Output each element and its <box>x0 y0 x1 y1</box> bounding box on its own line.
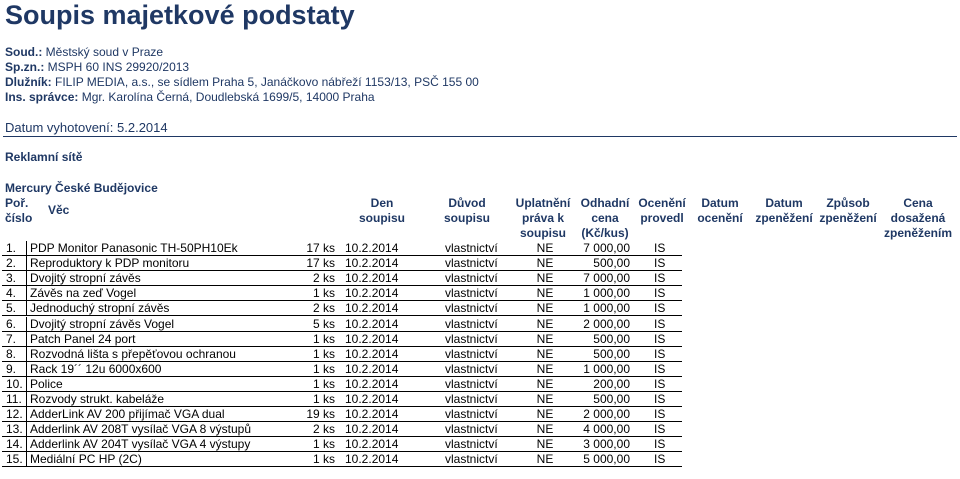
header-ocen-text-1: Ocenění <box>638 196 686 210</box>
table-row <box>2 241 957 256</box>
creation-date-label: Datum vyhotovení: <box>5 120 114 135</box>
header-por-text: Poř. <box>5 196 29 210</box>
row-valuer: IS <box>654 452 666 467</box>
header-odh-text-1: Odhadní <box>580 196 630 210</box>
administrator-line <box>5 90 375 104</box>
row-number: 2. <box>6 256 17 271</box>
row-quantity: 1 ks <box>312 346 335 361</box>
row-price: 500,00 <box>593 392 630 406</box>
row-quantity: 1 ks <box>312 361 335 376</box>
row-item: Police <box>30 376 63 391</box>
row-reason: vlastnictví <box>445 376 498 391</box>
header-zp-text-1: Způsob <box>826 196 870 210</box>
row-claim: NE <box>536 346 554 361</box>
table-row <box>2 437 957 452</box>
row-item: Rozvodná lišta s přepěťovou ochranou <box>30 346 236 361</box>
header-zp-text-2: zpeněžení <box>819 211 877 225</box>
row-quantity: 1 ks <box>312 286 335 301</box>
row-claim: NE <box>536 407 554 422</box>
court-line <box>5 45 163 59</box>
row-item: Rozvody strukt. kabeláže <box>30 392 165 406</box>
header-cena-text-3: zpeněžením <box>883 226 952 240</box>
row-reason: vlastnictví <box>445 392 498 406</box>
row-price: 200,00 <box>593 376 630 391</box>
row-divider <box>26 362 27 377</box>
row-price: 4 000,00 <box>583 422 630 437</box>
table-row <box>2 362 957 377</box>
header-dat-text-1: Datum <box>701 196 739 210</box>
row-item: PDP Monitor Panasonic TH-50PH10Ek <box>30 241 238 255</box>
row-item: AdderLink AV 200 přijímač VGA dual <box>30 407 225 422</box>
row-quantity: 5 ks <box>312 316 335 331</box>
row-item: Rack 19´´ 12u 6000x600 <box>30 361 162 376</box>
row-quantity: 17 ks <box>306 256 335 271</box>
debtor-line <box>5 75 479 89</box>
header-datz-text-2: zpeněžení <box>755 211 813 225</box>
row-number: 1. <box>6 241 17 255</box>
row-reason: vlastnictví <box>445 286 498 301</box>
row-number: 3. <box>6 271 17 286</box>
header-duvod-text-2: soupisu <box>443 211 490 225</box>
row-number: 13. <box>6 422 23 437</box>
row-date: 10.2.2014 <box>345 331 399 346</box>
header-dat-text-2: ocenění <box>697 211 743 225</box>
row-valuer: IS <box>654 437 666 452</box>
header-ocen-text-2: provedl <box>640 211 684 225</box>
header-oceneni <box>631 196 693 226</box>
row-divider <box>26 377 27 392</box>
header-odh-text-2: cena <box>591 211 619 225</box>
row-number: 10. <box>6 376 23 391</box>
table-row <box>2 392 957 407</box>
case-number-line <box>5 60 189 74</box>
row-quantity: 1 ks <box>312 437 335 452</box>
table-row <box>2 377 957 392</box>
creation-date-line <box>5 120 168 135</box>
row-reason: vlastnictví <box>445 331 498 346</box>
row-date: 10.2.2014 <box>345 437 399 452</box>
row-number: 12. <box>6 407 23 422</box>
row-price: 500,00 <box>593 346 630 361</box>
row-item: Patch Panel 24 port <box>30 331 136 346</box>
row-item: Dvojitý stropní závěs <box>30 271 141 286</box>
row-number: 8. <box>6 346 17 361</box>
row-reason: vlastnictví <box>445 452 498 467</box>
row-claim: NE <box>536 316 554 331</box>
row-number: 14. <box>6 437 23 452</box>
debtor-value: FILIP MEDIA, a.s., se sídlem Praha 5, Janáčkovo nábřeží 1153/13, PSČ 155 00 <box>55 75 479 89</box>
row-quantity: 19 ks <box>306 407 335 422</box>
row-item: Závěs na zeď Vogel <box>30 286 137 301</box>
row-date: 10.2.2014 <box>345 271 399 286</box>
row-item: Mediální PC HP (2C) <box>30 452 142 467</box>
row-quantity: 1 ks <box>312 376 335 391</box>
row-valuer: IS <box>654 316 666 331</box>
row-valuer: IS <box>654 271 666 286</box>
row-reason: vlastnictví <box>445 271 498 286</box>
row-divider <box>26 347 27 362</box>
table-row <box>2 332 957 347</box>
row-price: 3 000,00 <box>583 437 630 452</box>
row-valuer: IS <box>654 301 666 316</box>
header-upl-text-2: práva k <box>521 211 565 225</box>
row-divider <box>26 271 27 286</box>
row-underline <box>2 466 682 467</box>
header-zpusob-zpenezeni <box>816 196 880 226</box>
row-quantity: 17 ks <box>306 241 335 255</box>
row-claim: NE <box>536 392 554 406</box>
row-divider <box>26 422 27 437</box>
row-date: 10.2.2014 <box>345 361 399 376</box>
table-row <box>2 407 957 422</box>
header-duvod-text-1: Důvod <box>448 196 486 210</box>
table-row <box>2 256 957 271</box>
row-claim: NE <box>536 286 554 301</box>
header-odhadni-cena <box>575 196 635 241</box>
row-claim: NE <box>536 376 554 391</box>
row-valuer: IS <box>654 392 666 406</box>
row-reason: vlastnictví <box>445 407 498 422</box>
table-row <box>2 422 957 437</box>
row-price: 1 000,00 <box>583 361 630 376</box>
row-valuer: IS <box>654 422 666 437</box>
row-claim: NE <box>536 271 554 286</box>
row-claim: NE <box>536 361 554 376</box>
row-item: Dvojitý stropní závěs Vogel <box>30 316 175 331</box>
row-reason: vlastnictví <box>445 346 498 361</box>
row-claim: NE <box>536 452 554 467</box>
table-row <box>2 452 957 467</box>
debtor-label: Dlužník: <box>5 75 52 89</box>
row-date: 10.2.2014 <box>345 392 399 406</box>
row-valuer: IS <box>654 331 666 346</box>
row-number: 15. <box>6 452 23 467</box>
row-divider <box>26 452 27 467</box>
section-title: Reklamní sítě <box>5 150 83 164</box>
row-reason: vlastnictví <box>445 316 498 331</box>
row-price: 500,00 <box>593 331 630 346</box>
row-divider <box>26 286 27 301</box>
row-item: Jednoduchý stropní závěs <box>30 301 170 316</box>
header-cena-text-2: dosažená <box>890 211 946 225</box>
row-price: 1 000,00 <box>583 301 630 316</box>
table-row <box>2 271 957 286</box>
row-divider <box>26 301 27 316</box>
case-number-value: MSPH 60 INS 29920/2013 <box>47 60 190 74</box>
row-item: Adderlink AV 204T vysílač VGA 4 výstupy <box>30 437 251 452</box>
location-title: Mercury České Budějovice <box>5 181 158 195</box>
row-divider <box>26 256 27 271</box>
case-number-label: Sp.zn.: <box>5 60 45 74</box>
row-claim: NE <box>536 301 554 316</box>
row-item: Adderlink AV 208T vysílač VGA 8 výstupů <box>30 422 252 437</box>
row-price: 2 000,00 <box>583 407 630 422</box>
header-den-text-1: Den <box>370 196 394 210</box>
table-row <box>2 347 957 362</box>
row-claim: NE <box>536 437 554 452</box>
row-divider <box>26 392 27 407</box>
header-datz-text-1: Datum <box>765 196 803 210</box>
table-row <box>2 301 957 316</box>
row-valuer: IS <box>654 346 666 361</box>
administrator-label: Ins. správce: <box>5 90 79 104</box>
row-date: 10.2.2014 <box>345 407 399 422</box>
row-divider <box>26 332 27 347</box>
header-cena-text-1: Cena <box>903 196 933 210</box>
header-datum-zpenezeni <box>752 196 816 226</box>
row-quantity: 1 ks <box>312 392 335 406</box>
header-den <box>352 196 412 226</box>
row-valuer: IS <box>654 286 666 301</box>
row-price: 500,00 <box>593 256 630 271</box>
header-upl-text-1: Uplatnění <box>515 196 571 210</box>
row-claim: NE <box>536 241 554 255</box>
row-date: 10.2.2014 <box>345 346 399 361</box>
court-value: Městský soud v Praze <box>45 45 164 59</box>
row-valuer: IS <box>654 407 666 422</box>
header-vec: Věc <box>48 203 70 217</box>
row-reason: vlastnictví <box>445 301 498 316</box>
row-divider <box>26 437 27 452</box>
row-date: 10.2.2014 <box>345 241 399 255</box>
court-label: Soud.: <box>5 45 43 59</box>
row-date: 10.2.2014 <box>345 301 399 316</box>
administrator-value: Mgr. Karolína Černá, Doudlebská 1699/5, 14000 Praha <box>81 90 375 104</box>
row-price: 7 000,00 <box>583 241 630 255</box>
row-number: 5. <box>6 301 17 316</box>
row-valuer: IS <box>654 241 666 255</box>
row-price: 1 000,00 <box>583 286 630 301</box>
row-date: 10.2.2014 <box>345 286 399 301</box>
row-valuer: IS <box>654 376 666 391</box>
row-quantity: 1 ks <box>312 331 335 346</box>
row-price: 7 000,00 <box>583 271 630 286</box>
header-datum-oceneni <box>690 196 750 226</box>
row-date: 10.2.2014 <box>345 316 399 331</box>
row-date: 10.2.2014 <box>345 376 399 391</box>
row-price: 5 000,00 <box>583 452 630 467</box>
row-divider <box>26 317 27 332</box>
header-divider <box>3 136 957 137</box>
row-claim: NE <box>536 422 554 437</box>
row-reason: vlastnictví <box>445 241 498 255</box>
header-den-text-2: soupisu <box>358 211 405 225</box>
row-date: 10.2.2014 <box>345 256 399 271</box>
header-cislo-text: číslo <box>5 211 33 225</box>
row-reason: vlastnictví <box>445 437 498 452</box>
row-number: 11. <box>6 392 22 406</box>
row-valuer: IS <box>654 361 666 376</box>
page-title: Soupis majetkové podstaty <box>5 0 355 30</box>
row-number: 6. <box>6 316 17 331</box>
header-cena-dosazena <box>882 196 954 241</box>
header-poradi <box>5 196 32 226</box>
row-number: 9. <box>6 361 17 376</box>
header-duvod <box>432 196 502 226</box>
row-quantity: 2 ks <box>312 271 335 286</box>
table-row <box>2 286 957 301</box>
row-date: 10.2.2014 <box>345 422 399 437</box>
row-claim: NE <box>536 256 554 271</box>
header-odh-text-3: (Kč/kus) <box>581 226 629 240</box>
row-number: 4. <box>6 286 17 301</box>
row-reason: vlastnictví <box>445 422 498 437</box>
row-quantity: 1 ks <box>312 452 335 467</box>
row-divider <box>26 241 27 256</box>
header-uplatneni <box>513 196 573 241</box>
creation-date-value: 5.2.2014 <box>117 120 168 135</box>
header-upl-text-3: soupisu <box>519 226 566 240</box>
row-valuer: IS <box>654 256 666 271</box>
row-divider <box>26 407 27 422</box>
row-quantity: 2 ks <box>312 422 335 437</box>
row-reason: vlastnictví <box>445 256 498 271</box>
row-quantity: 2 ks <box>312 301 335 316</box>
row-reason: vlastnictví <box>445 361 498 376</box>
row-item: Reproduktory k PDP monitoru <box>30 256 190 271</box>
table-row <box>2 317 957 332</box>
row-price: 2 000,00 <box>583 316 630 331</box>
row-claim: NE <box>536 331 554 346</box>
row-number: 7. <box>6 331 17 346</box>
row-date: 10.2.2014 <box>345 452 399 467</box>
